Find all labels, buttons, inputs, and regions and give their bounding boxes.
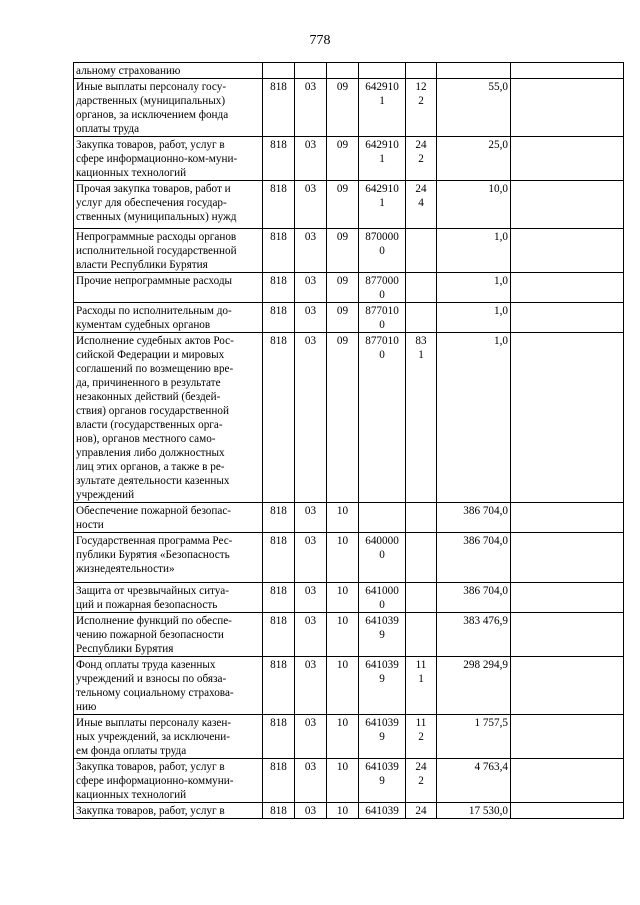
- cell-ministry-code: [263, 63, 295, 79]
- cell-ministry-code: 818: [263, 181, 295, 229]
- cell-name: Закупка товаров, работ, услуг в: [74, 803, 263, 819]
- cell-ministry-code: 818: [263, 613, 295, 657]
- table-row: [74, 657, 624, 715]
- cell-ministry-code: 818: [263, 533, 295, 583]
- cell-expense-type-code: 11 2: [406, 715, 437, 759]
- cell-ministry-code: 818: [263, 759, 295, 803]
- cell-ministry-code: 818: [263, 803, 295, 819]
- table-row: [74, 715, 624, 759]
- cell-expense-type-code: [406, 229, 437, 273]
- cell-expense-type-code: 24 2: [406, 759, 437, 803]
- cell-empty: [511, 503, 624, 533]
- cell-sum: 4 763,4: [437, 759, 511, 803]
- cell-empty: [511, 137, 624, 181]
- cell-sum: 298 294,9: [437, 657, 511, 715]
- cell-target-code: [359, 63, 406, 79]
- cell-empty: [511, 803, 624, 819]
- cell-subsection-code: 09: [327, 273, 359, 303]
- cell-sum: 386 704,0: [437, 583, 511, 613]
- table-row: [74, 503, 624, 533]
- cell-expense-type-code: 83 1: [406, 333, 437, 503]
- cell-name: Расходы по исполнительным до- кументам судебных органов: [74, 303, 263, 333]
- cell-subsection-code: 10: [327, 503, 359, 533]
- cell-ministry-code: 818: [263, 503, 295, 533]
- cell-sum: [437, 63, 511, 79]
- cell-empty: [511, 533, 624, 583]
- cell-sum: 1,0: [437, 229, 511, 273]
- cell-sum: 1,0: [437, 273, 511, 303]
- cell-expense-type-code: 24 4: [406, 181, 437, 229]
- cell-subsection-code: 09: [327, 79, 359, 137]
- cell-section-code: 03: [295, 181, 327, 229]
- cell-ministry-code: 818: [263, 79, 295, 137]
- cell-section-code: 03: [295, 229, 327, 273]
- cell-empty: [511, 79, 624, 137]
- cell-name: Фонд оплаты труда казенных учреждений и взносы по обяза- тельному социальному страхова- нию: [74, 657, 263, 715]
- cell-subsection-code: 10: [327, 657, 359, 715]
- cell-empty: [511, 583, 624, 613]
- cell-empty: [511, 715, 624, 759]
- cell-name: Государственная программа Рес- публики Бурятия «Безопасность жизнедеятельности»: [74, 533, 263, 583]
- cell-target-code: 641039: [359, 803, 406, 819]
- cell-name: Обеспечение пожарной безопас- ности: [74, 503, 263, 533]
- cell-expense-type-code: [406, 503, 437, 533]
- cell-section-code: 03: [295, 583, 327, 613]
- cell-subsection-code: 10: [327, 613, 359, 657]
- cell-section-code: 03: [295, 715, 327, 759]
- cell-section-code: 03: [295, 613, 327, 657]
- cell-name: Непрограммные расходы органов исполнительной государственной власти Республики Бурятия: [74, 229, 263, 273]
- table-row: [74, 533, 624, 583]
- cell-name: альному страхованию: [74, 63, 263, 79]
- cell-empty: [511, 333, 624, 503]
- cell-target-code: 641039 9: [359, 715, 406, 759]
- table-row: [74, 79, 624, 137]
- cell-ministry-code: 818: [263, 657, 295, 715]
- table-row: [74, 583, 624, 613]
- cell-empty: [511, 181, 624, 229]
- cell-empty: [511, 273, 624, 303]
- table-row: [74, 303, 624, 333]
- cell-expense-type-code: [406, 613, 437, 657]
- cell-name: Исполнение судебных актов Рос- сийской Федерации и мировых соглашений по возмещению вре- да, причиненного в результате незаконных действий (бездей- ствия) органов государственной власти (государственных орга- нов), органов местного само- управления либо должностных лиц этих органов, а также в ре- зультате деятельности казенных учреждений: [74, 333, 263, 503]
- cell-empty: [511, 759, 624, 803]
- table-row: [74, 613, 624, 657]
- cell-expense-type-code: [406, 533, 437, 583]
- cell-subsection-code: 09: [327, 137, 359, 181]
- cell-empty: [511, 613, 624, 657]
- cell-ministry-code: 818: [263, 715, 295, 759]
- cell-section-code: 03: [295, 533, 327, 583]
- cell-section-code: [295, 63, 327, 79]
- cell-name: Закупка товаров, работ, услуг в сфере информационно-коммуни- кационных технологий: [74, 759, 263, 803]
- cell-name: Защита от чрезвычайных ситуа- ций и пожарная безопасность: [74, 583, 263, 613]
- budget-table: [73, 62, 624, 819]
- table-row: [74, 333, 624, 503]
- cell-subsection-code: 09: [327, 229, 359, 273]
- cell-expense-type-code: 24: [406, 803, 437, 819]
- cell-ministry-code: 818: [263, 303, 295, 333]
- cell-sum: 1,0: [437, 303, 511, 333]
- cell-target-code: 877010 0: [359, 303, 406, 333]
- table-row: [74, 63, 624, 79]
- cell-section-code: 03: [295, 803, 327, 819]
- cell-target-code: 877010 0: [359, 333, 406, 503]
- table-row: [74, 273, 624, 303]
- cell-subsection-code: [327, 63, 359, 79]
- cell-sum: 55,0: [437, 79, 511, 137]
- cell-ministry-code: 818: [263, 229, 295, 273]
- table-row: [74, 803, 624, 819]
- cell-target-code: 641000 0: [359, 583, 406, 613]
- cell-sum: 386 704,0: [437, 533, 511, 583]
- cell-subsection-code: 09: [327, 333, 359, 503]
- cell-target-code: 642910 1: [359, 79, 406, 137]
- cell-expense-type-code: 11 1: [406, 657, 437, 715]
- cell-section-code: 03: [295, 303, 327, 333]
- cell-section-code: 03: [295, 137, 327, 181]
- cell-target-code: 642910 1: [359, 137, 406, 181]
- cell-subsection-code: 09: [327, 181, 359, 229]
- table-row: [74, 137, 624, 181]
- cell-section-code: 03: [295, 333, 327, 503]
- cell-subsection-code: 10: [327, 715, 359, 759]
- cell-empty: [511, 229, 624, 273]
- cell-sum: 1,0: [437, 333, 511, 503]
- cell-section-code: 03: [295, 657, 327, 715]
- cell-target-code: 640000 0: [359, 533, 406, 583]
- cell-target-code: [359, 503, 406, 533]
- table-row: [74, 181, 624, 229]
- cell-expense-type-code: [406, 63, 437, 79]
- cell-sum: 10,0: [437, 181, 511, 229]
- cell-target-code: 641039 9: [359, 613, 406, 657]
- cell-section-code: 03: [295, 79, 327, 137]
- cell-target-code: 641039 9: [359, 657, 406, 715]
- cell-target-code: 642910 1: [359, 181, 406, 229]
- cell-sum: 383 476,9: [437, 613, 511, 657]
- cell-expense-type-code: 24 2: [406, 137, 437, 181]
- cell-target-code: 870000 0: [359, 229, 406, 273]
- cell-subsection-code: 10: [327, 583, 359, 613]
- cell-ministry-code: 818: [263, 333, 295, 503]
- cell-sum: 25,0: [437, 137, 511, 181]
- cell-empty: [511, 303, 624, 333]
- cell-subsection-code: 10: [327, 803, 359, 819]
- cell-empty: [511, 63, 624, 79]
- cell-name: Иные выплаты персоналу казен- ных учреждений, за исключени- ем фонда оплаты труда: [74, 715, 263, 759]
- cell-target-code: 641039 9: [359, 759, 406, 803]
- cell-name: Исполнение функций по обеспе- чению пожарной безопасности Республики Бурятия: [74, 613, 263, 657]
- cell-expense-type-code: 12 2: [406, 79, 437, 137]
- cell-name: Прочие непрограммные расходы: [74, 273, 263, 303]
- cell-ministry-code: 818: [263, 273, 295, 303]
- cell-subsection-code: 09: [327, 303, 359, 333]
- cell-section-code: 03: [295, 759, 327, 803]
- cell-empty: [511, 657, 624, 715]
- cell-name: Закупка товаров, работ, услуг в сфере информационно-ком-муни- кационных технологий: [74, 137, 263, 181]
- cell-subsection-code: 10: [327, 759, 359, 803]
- cell-sum: 1 757,5: [437, 715, 511, 759]
- table-row: [74, 229, 624, 273]
- cell-target-code: 877000 0: [359, 273, 406, 303]
- cell-expense-type-code: [406, 303, 437, 333]
- cell-sum: 386 704,0: [437, 503, 511, 533]
- cell-section-code: 03: [295, 273, 327, 303]
- table-row: [74, 759, 624, 803]
- cell-subsection-code: 10: [327, 533, 359, 583]
- cell-section-code: 03: [295, 503, 327, 533]
- cell-ministry-code: 818: [263, 137, 295, 181]
- cell-expense-type-code: [406, 273, 437, 303]
- cell-ministry-code: 818: [263, 583, 295, 613]
- cell-sum: 17 530,0: [437, 803, 511, 819]
- page-number: 778: [309, 33, 331, 48]
- cell-name: Прочая закупка товаров, работ и услуг для обеспечения государ- ственных (муниципальных) нужд: [74, 181, 263, 229]
- table-body: [74, 63, 624, 819]
- cell-name: Иные выплаты персоналу госу- дарственных (муниципальных) органов, за исключением фонда оплаты труда: [74, 79, 263, 137]
- cell-expense-type-code: [406, 583, 437, 613]
